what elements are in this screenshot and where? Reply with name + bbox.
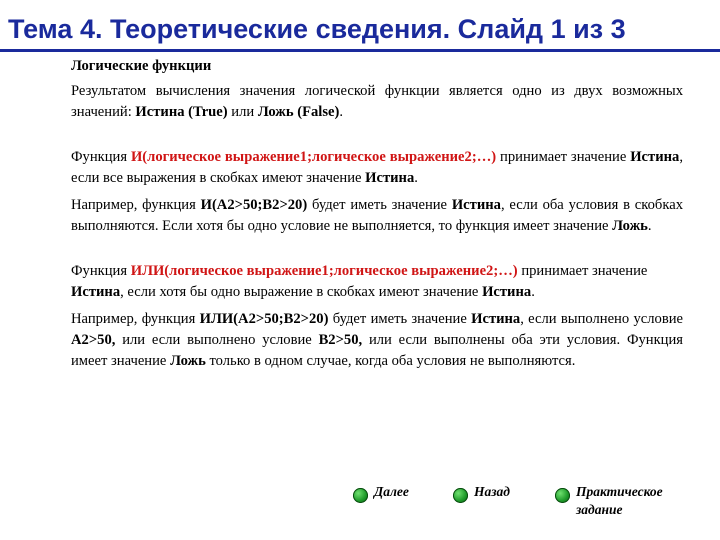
and-function-syntax: И(логическое выражение1;логическое выражение2;…) (130, 149, 497, 165)
and-example: И(А2>50;В2>20) (200, 197, 308, 213)
or-function-syntax: ИЛИ(логическое выражение1;логическое выражение2;…) (130, 263, 518, 279)
and-p1-start: Функция (71, 149, 131, 165)
false-label: Ложь (False) (257, 104, 340, 120)
and-p2-end: . (647, 218, 652, 234)
practice-task-button[interactable] (555, 483, 663, 519)
and-false: Ложь (612, 218, 648, 234)
true-label: Истина (True) (135, 104, 228, 120)
slide-header (0, 0, 720, 52)
and-truth: Истина (630, 149, 680, 165)
back-label: Назад (474, 484, 510, 499)
or-false: Ложь (170, 353, 206, 369)
practice-label (576, 483, 663, 519)
or-p2-start: Например, функция (71, 311, 200, 327)
or-truth2: Истина (482, 284, 532, 300)
or-p1-rest: , если хотя бы одно выражение в скобках имеют значение (120, 284, 483, 300)
or-function-paragraph (71, 261, 683, 303)
section-title: Логические функции (71, 58, 212, 74)
or-p1-start: Функция (71, 263, 131, 279)
and-p1-rest: , если все выражения в скобках имеют значение (71, 149, 683, 186)
or-p2-c: или если выполнены оба эти условия. Функция имеет значение (71, 332, 684, 369)
and-p2-start: Например, функция (71, 197, 201, 213)
intro-end: . (339, 104, 344, 120)
practice-label-line2: задание (576, 502, 623, 517)
or-p2-b: или если выполнено условие (115, 332, 319, 348)
or-cond1: А2>50, (71, 332, 116, 348)
and-function-paragraph (71, 147, 683, 189)
or-p1-end: . (531, 284, 535, 300)
or-p2-mid: будет иметь значение (328, 311, 472, 327)
or-cond2: В2>50, (318, 332, 363, 348)
green-bullet-icon (453, 488, 468, 503)
green-bullet-icon (353, 488, 368, 503)
and-truth3: Истина (451, 197, 501, 213)
back-button[interactable] (453, 483, 510, 503)
next-button[interactable] (353, 483, 409, 503)
or-text: или (227, 104, 258, 120)
green-bullet-icon (555, 488, 570, 503)
slide-title: Тема 4. Теоретические сведения. Слайд 1 из 3 (8, 14, 626, 44)
or-p2-a: , если выполнено условие (520, 311, 683, 327)
intro-text: Результатом вычисления значения логической функции является одно из двух возможных значений: (71, 83, 683, 120)
or-p2-end: только в одном случае, когда оба условия не выполняются. (205, 353, 576, 369)
or-example: ИЛИ(А2>50;В2>20) (199, 311, 329, 327)
practice-label-line1: Практическое (576, 484, 663, 499)
title-underline (0, 49, 720, 52)
and-p1-end: . (414, 170, 418, 186)
next-label: Далее (374, 484, 409, 499)
or-p1-mid: принимает значение (517, 263, 648, 279)
or-truth3: Истина (471, 311, 521, 327)
and-p1-mid: принимает значение (496, 149, 631, 165)
or-truth: Истина (71, 284, 121, 300)
or-example-paragraph (71, 309, 683, 372)
intro-paragraph (71, 81, 683, 123)
and-p2-mid: будет иметь значение (307, 197, 452, 213)
and-p2-rest: , если оба условия в скобках выполняются. Если хотя бы одно условие не выполняется, то функция имеет значение (71, 197, 683, 234)
and-truth2: Истина (365, 170, 415, 186)
slide-content (71, 56, 683, 372)
and-example-paragraph (71, 195, 683, 237)
